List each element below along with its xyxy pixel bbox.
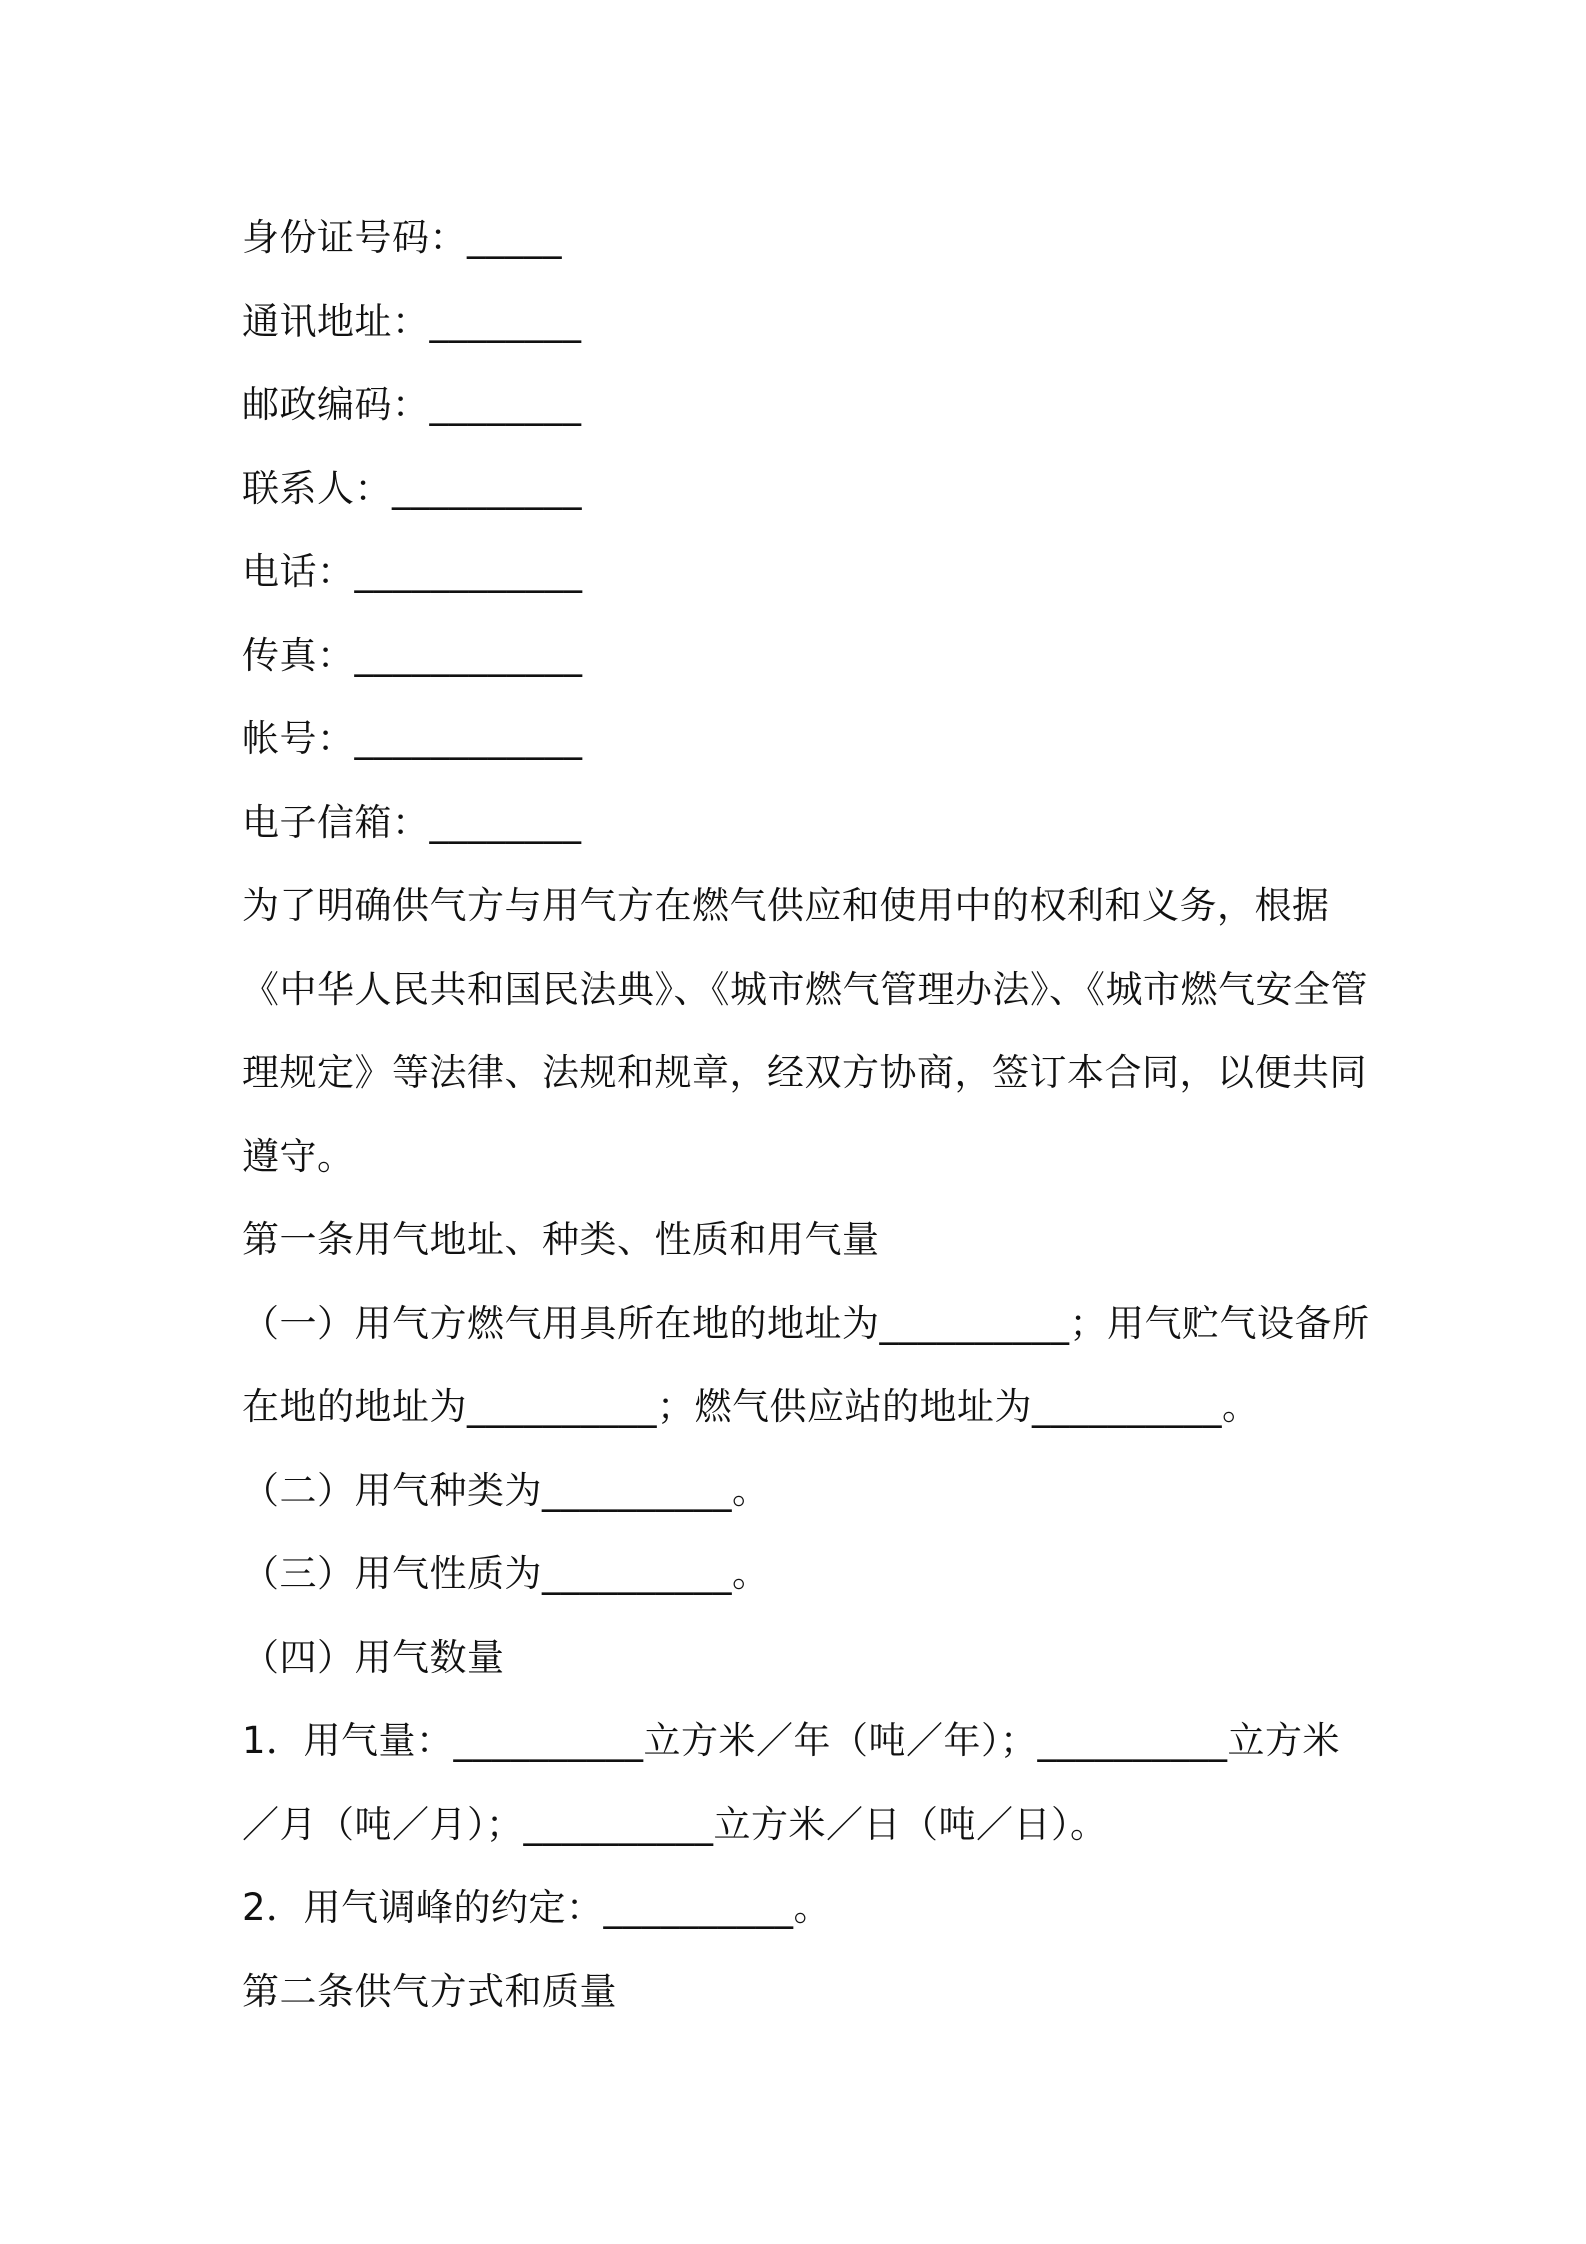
article-2-heading: 第二条供气方式和质量 [242,1969,617,2013]
clause-1-1-line-2: 在地的地址为__________；燃气供应站的地址为__________。 [242,1385,1260,1428]
phone-field: 电话：____________ [242,550,583,593]
contract-body [242,196,1370,2033]
postal-code-field: 邮政编码：________ [242,383,582,426]
peak-shaving-line: 2．用气调峰的约定：__________。 [242,1886,832,1929]
preamble-line-4: 遵守。 [242,1134,355,1178]
id-number-field: 身份证号码：_____ [242,216,562,259]
clause-1-1-line-1: （一）用气方燃气用具所在地的地址为__________；用气贮气设备所 [242,1301,1370,1345]
article-1-heading: 第一条用气地址、种类、性质和用气量 [242,1218,880,1261]
preamble-line-3: 理规定》等法律、法规和规章，经双方协商，签订本合同，以便共同 [242,1051,1367,1094]
preamble-line-1: 为了明确供气方与用气方在燃气供应和使用中的权利和义务，根据 [242,884,1330,927]
gas-volume-line-2: ／月（吨／月）；__________立方米／日（吨／日）。 [242,1802,1108,1846]
fax-field: 传真：____________ [242,633,583,677]
preamble-line-2: 《中华人民共和国民法典》、《城市燃气管理办法》、《城市燃气安全管 [242,967,1368,1011]
gas-volume-line-1: 1．用气量：__________立方米／年（吨／年）；__________立方米 [242,1719,1341,1762]
email-field: 电子信箱：________ [242,800,582,844]
account-number-field: 帐号：____________ [242,717,583,760]
contact-person-field: 联系人：__________ [242,466,582,510]
clause-1-2: （二）用气种类为__________。 [242,1468,770,1512]
clause-1-4: （四）用气数量 [242,1635,505,1679]
clause-1-3: （三）用气性质为__________。 [242,1552,770,1595]
mailing-address-field: 通讯地址：________ [242,299,582,343]
